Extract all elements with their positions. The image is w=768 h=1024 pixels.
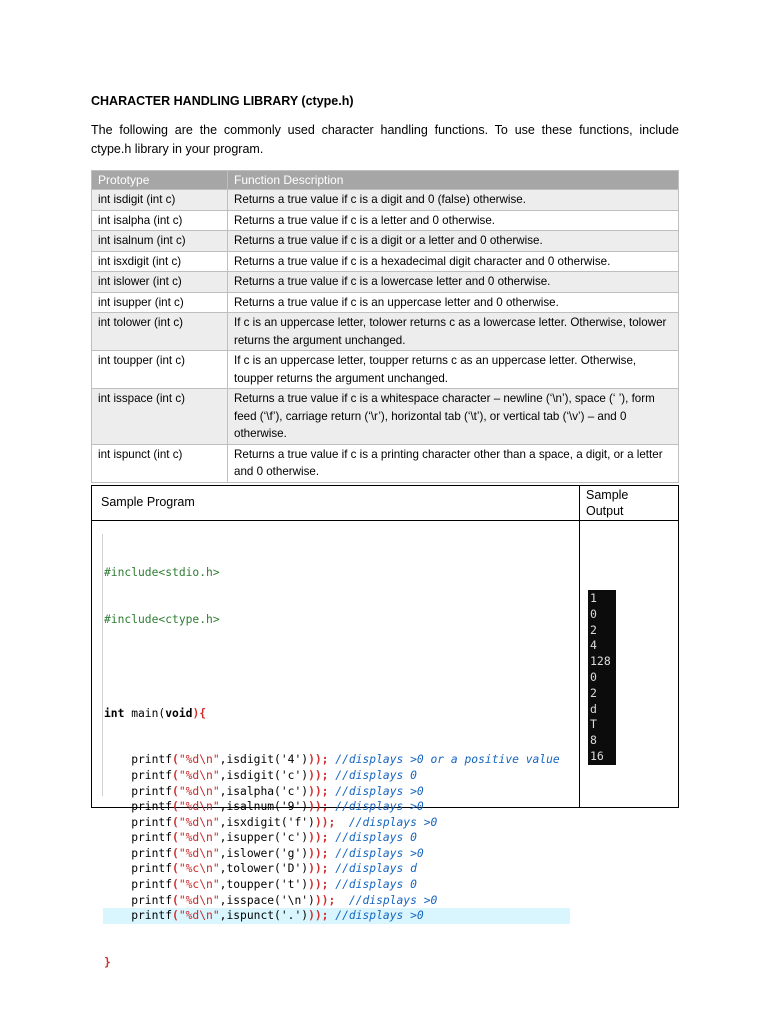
paren: )); (314, 893, 336, 907)
printf-call: printf (104, 893, 173, 907)
paren: )); (308, 862, 329, 876)
code-line (103, 799, 571, 815)
paren: )); (308, 753, 329, 767)
paren: )); (308, 846, 329, 860)
description-cell: If c is an uppercase letter, toupper returns c as an uppercase letter. Otherwise, toupper returns the argument unchanged. (228, 351, 679, 389)
keyword: void (165, 706, 193, 720)
output-line: T (590, 717, 597, 732)
description-cell: Returns a true value if c is a digit or a letter and 0 otherwise. (228, 231, 679, 252)
format-string: "%d\n" (178, 909, 220, 923)
printf-call: printf (104, 753, 173, 767)
table-row (92, 389, 679, 445)
output-line: 0 (590, 669, 597, 684)
prototype-cell: int isalnum (int c) (92, 231, 228, 252)
paren: ( (172, 831, 179, 845)
code-line (103, 955, 571, 971)
table-row (92, 313, 679, 351)
function-call: ,tolower('D') (219, 862, 309, 876)
sample-output-label (586, 487, 628, 519)
printf-call: printf (104, 831, 173, 845)
description-cell: Returns a true value if c is an uppercase letter and 0 otherwise. (228, 292, 679, 313)
document-title: CHARACTER HANDLING LIBRARY (ctype.h) (91, 94, 354, 108)
format-string: "%d\n" (178, 846, 220, 860)
code-line (103, 846, 571, 862)
format-string: "%d\n" (178, 815, 220, 829)
paren: ( (172, 768, 179, 782)
paren: ( (172, 846, 179, 860)
format-string: "%d\n" (178, 800, 220, 814)
prototype-cell: int isdigit (int c) (92, 190, 228, 211)
function-call: ,islower('g') (219, 846, 309, 860)
code-comment: //displays 0 (335, 768, 417, 782)
code-line (103, 815, 571, 831)
code-comment: //displays d (335, 862, 417, 876)
paren: ( (172, 893, 179, 907)
table-row (92, 251, 679, 272)
code-line (103, 768, 571, 784)
prototype-cell: int tolower (int c) (92, 313, 228, 351)
paren: )); (314, 815, 336, 829)
format-string: "%d\n" (178, 768, 220, 782)
code-line (103, 752, 571, 768)
table-row (92, 210, 679, 231)
include-directive: #include<stdio.h> (104, 566, 220, 580)
output-line: 16 (590, 748, 604, 763)
function-call: ,isdigit('c') (219, 768, 309, 782)
function-call: ,isupper('c') (219, 831, 309, 845)
format-string: "%c\n" (178, 878, 220, 892)
sample-program-header (92, 486, 580, 521)
console-output (588, 590, 616, 765)
function-call: ,isxdigit('f') (219, 815, 315, 829)
code-calls (103, 752, 571, 924)
sample-output-header (580, 486, 678, 521)
printf-call: printf (104, 784, 173, 798)
paren: )); (308, 878, 329, 892)
function-call: ,isspace('\n') (219, 893, 315, 907)
prototype-cell: int isupper (int c) (92, 292, 228, 313)
code-comment: //displays 0 (335, 878, 417, 892)
printf-call: printf (104, 768, 173, 782)
output-line: 2 (590, 685, 597, 700)
code-line (103, 612, 571, 628)
description-cell: If c is an uppercase letter, tolower returns c as a lowercase letter. Otherwise, tolower returns the argument unchanged. (228, 313, 679, 351)
function-name: main( (124, 706, 166, 720)
include-directive: #include<ctype.h> (104, 612, 220, 626)
description-cell: Returns a true value if c is a letter and 0 otherwise. (228, 210, 679, 231)
table-row (92, 190, 679, 211)
description-cell: Returns a true value if c is a digit and 0 (false) otherwise. (228, 190, 679, 211)
paren: ( (172, 909, 179, 923)
paren: ( (172, 753, 179, 767)
function-call: ,toupper('t') (219, 878, 309, 892)
table-row (92, 272, 679, 293)
code-block (102, 534, 571, 970)
code-line (103, 877, 571, 893)
sample-output-label-line1: Sample (586, 488, 629, 502)
output-line: 4 (590, 638, 597, 653)
sample-output-label-line2: Output (586, 504, 624, 518)
brace: ){ (192, 706, 207, 720)
code-panel (92, 521, 580, 970)
output-line: 1 (590, 591, 597, 605)
output-line: 128 (590, 654, 611, 669)
paren: ( (172, 815, 179, 829)
code-line (103, 830, 571, 846)
code-line (103, 893, 571, 909)
paren: )); (308, 831, 329, 845)
table-row (92, 444, 679, 482)
code-comment: //displays >0 (335, 846, 424, 860)
description-cell: Returns a true value if c is a printing character other than a space, a digit, or a letter and 0 otherwise. (228, 444, 679, 482)
code-line (103, 706, 571, 722)
description-cell: Returns a true value if c is a lowercase letter and 0 otherwise. (228, 272, 679, 293)
output-line: 8 (590, 733, 597, 748)
keyword: int (104, 706, 125, 720)
code-line (103, 784, 571, 800)
prototype-cell: int isxdigit (int c) (92, 251, 228, 272)
function-call: ,isdigit('4') (219, 753, 309, 767)
code-comment: //displays >0 (342, 815, 438, 829)
format-string: "%c\n" (178, 862, 220, 876)
code-comment: //displays >0 or a positive value (335, 753, 560, 767)
printf-call: printf (104, 878, 173, 892)
code-comment: //displays >0 (342, 893, 438, 907)
printf-call: printf (104, 862, 173, 876)
format-string: "%d\n" (178, 831, 220, 845)
function-call: ,ispunct('.') (219, 909, 309, 923)
closing-brace: } (104, 956, 111, 970)
code-comment: //displays >0 (335, 800, 424, 814)
code-comment: //displays 0 (335, 831, 417, 845)
prototype-cell: int toupper (int c) (92, 351, 228, 389)
code-line-blank (103, 659, 571, 675)
printf-call: printf (104, 909, 173, 923)
format-string: "%d\n" (178, 784, 220, 798)
format-string: "%d\n" (178, 753, 220, 767)
code-comment: //displays >0 (335, 909, 424, 923)
prototype-cell: int isalpha (int c) (92, 210, 228, 231)
table-row (92, 231, 679, 252)
table-row (92, 351, 679, 389)
intro-paragraph: The following are the commonly used character handling functions. To use these functions, include ctype.h library in your program. (91, 123, 679, 156)
code-line (103, 565, 571, 581)
code-line (103, 861, 571, 877)
output-line: d (590, 701, 597, 716)
paren: )); (308, 768, 329, 782)
code-comment: //displays >0 (335, 784, 424, 798)
column-header-prototype: Prototype (92, 171, 228, 190)
paren: )); (308, 784, 329, 798)
code-line (103, 908, 570, 924)
function-table (91, 170, 679, 483)
paren: ( (172, 800, 179, 814)
table-row (92, 292, 679, 313)
printf-call: printf (104, 846, 173, 860)
prototype-cell: int isspace (int c) (92, 389, 228, 445)
paren: ( (172, 862, 179, 876)
output-line: 2 (590, 622, 597, 637)
output-line: 0 (590, 606, 597, 621)
description-cell: Returns a true value if c is a hexadecimal digit character and 0 otherwise. (228, 251, 679, 272)
sample-program-label: Sample Program (101, 495, 195, 509)
table-header-row (92, 171, 679, 190)
function-call: ,isalpha('c') (219, 784, 309, 798)
paren: )); (308, 909, 329, 923)
prototype-cell: int ispunct (int c) (92, 444, 228, 482)
function-call: ,isalnum('9') (219, 800, 309, 814)
column-header-description: Function Description (228, 171, 679, 190)
paren: )); (308, 800, 329, 814)
format-string: "%d\n" (178, 893, 220, 907)
description-cell: Returns a true value if c is a whitespace character – newline (‘\n’), space (‘ ’), form feed (‘\f’), carriage return (‘\r’), horizontal tab (‘\t’), or vertical tab (‘\v’) – and 0 otherwise. (228, 389, 679, 445)
printf-call: printf (104, 815, 173, 829)
printf-call: printf (104, 800, 173, 814)
paren: ( (172, 784, 179, 798)
prototype-cell: int islower (int c) (92, 272, 228, 293)
paren: ( (172, 878, 179, 892)
